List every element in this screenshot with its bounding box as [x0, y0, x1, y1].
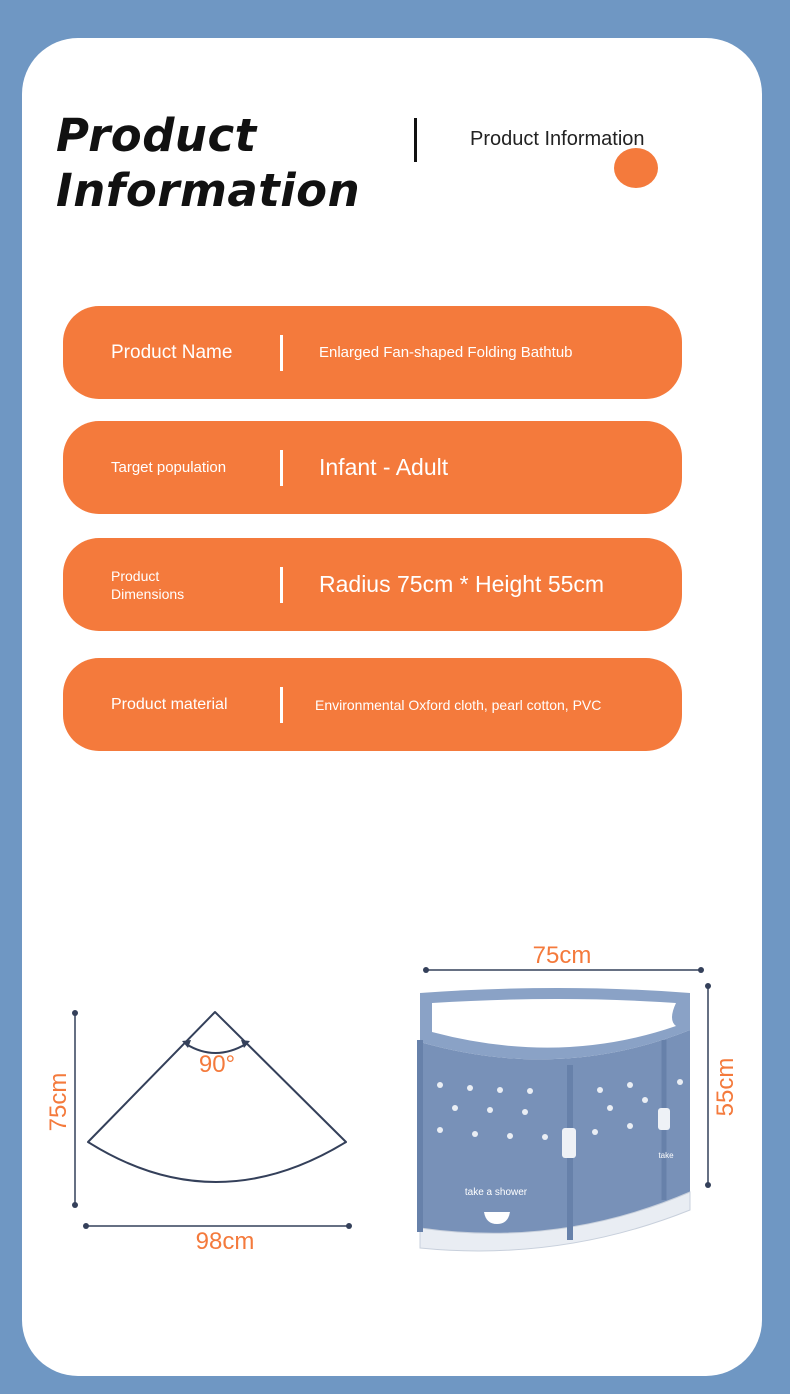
bathtub-illustration [420, 988, 690, 1251]
top-width-label: 75cm [532, 942, 592, 969]
tub-side-print-text: take [658, 1151, 674, 1160]
fan-shape-outline [88, 1012, 346, 1182]
tub-print-text: take a shower [464, 1187, 528, 1198]
info-row-value: Enlarged Fan-shaped Folding Bathtub [319, 344, 573, 361]
info-row-label: Product Dimensions [111, 567, 185, 602]
info-row-label: Product Name [111, 341, 233, 363]
left-height-label: 75cm [45, 1072, 72, 1132]
page-title-line1: Product [56, 109, 257, 162]
info-row-label: Product material [111, 695, 228, 713]
info-row-value: Radius 75cm * Height 55cm [319, 571, 605, 597]
info-row-value: Infant - Adult [319, 454, 449, 480]
right-dimension-line [705, 983, 711, 1188]
page-title-line2: Information [56, 164, 361, 217]
bottom-width-label: 98cm [195, 1228, 255, 1255]
left-dimension-line [72, 1010, 78, 1208]
info-row-value: Environmental Oxford cloth, pearl cotton, PVC [315, 696, 602, 713]
info-row-label: Target population [111, 459, 227, 476]
angle-label: 90° [198, 1051, 236, 1078]
right-height-label: 55cm [712, 1057, 739, 1117]
subtitle: Product Information [470, 128, 645, 150]
